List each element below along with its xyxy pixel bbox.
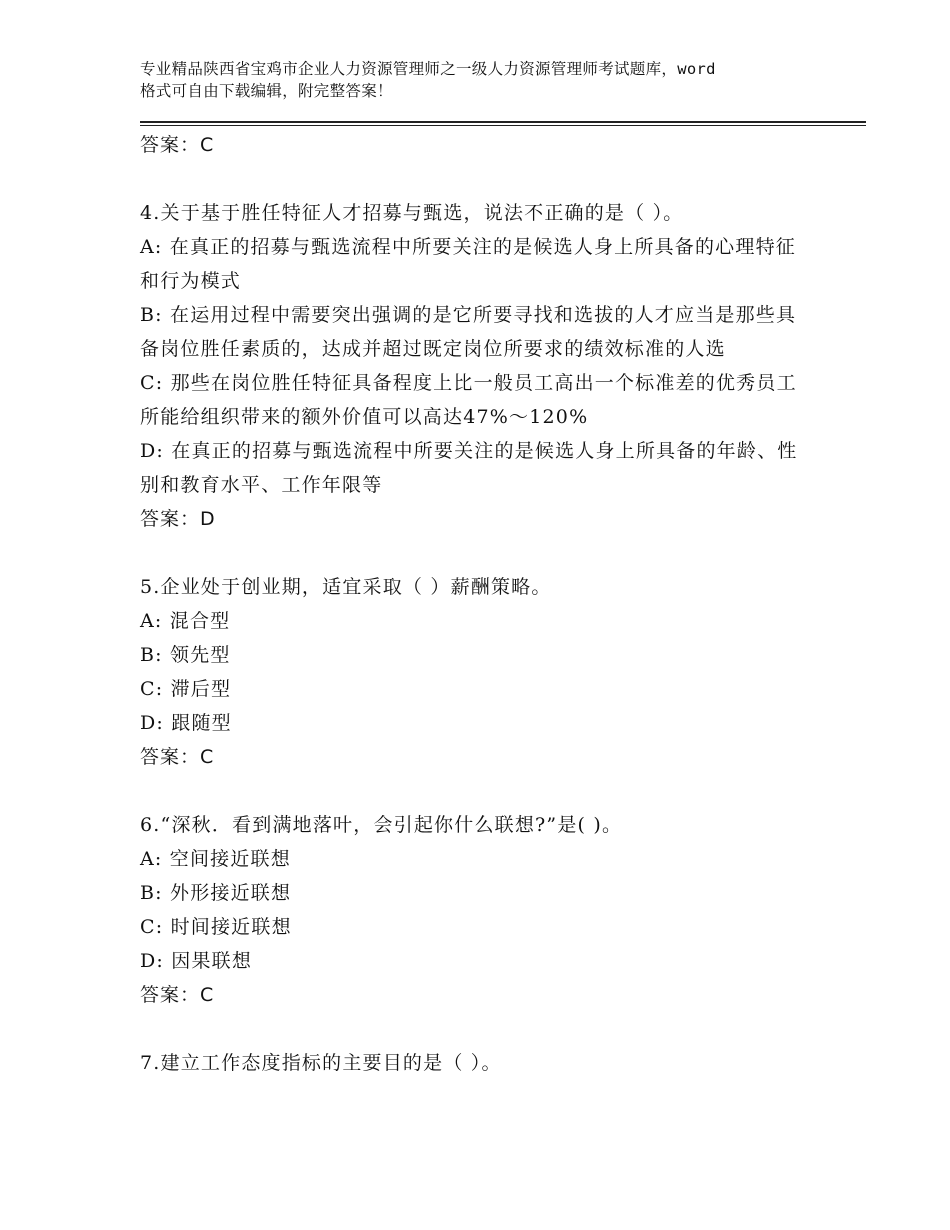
option-b: B: 外形接近联想	[140, 882, 292, 904]
question-7	[140, 1046, 820, 1080]
option-c: C: 滞后型	[140, 678, 232, 700]
option-a: A: 混合型	[140, 610, 231, 632]
answer: 答案：C	[140, 984, 215, 1006]
option-d: D: 在真正的招募与甄选流程中所要关注的是候选人身上所具备的年龄、性别和教育水平、工作年限等	[140, 440, 798, 496]
spacer	[140, 162, 820, 196]
option-b: B: 在运用过程中需要突出强调的是它所要寻找和选拔的人才应当是那些具备岗位胜任素质的，达成并超过既定岗位所要求的绩效标准的人选	[140, 304, 797, 360]
option-b: B: 领先型	[140, 644, 231, 666]
option-a: A: 空间接近联想	[140, 848, 291, 870]
header-line-2: 格式可自由下载编辑，附完整答案！	[140, 82, 393, 100]
document-header	[140, 58, 840, 102]
spacer	[140, 536, 820, 570]
question-5	[140, 570, 820, 774]
answer: 答案：D	[140, 508, 216, 530]
header-rule-thick	[140, 121, 866, 123]
question-6	[140, 808, 820, 1012]
answer: 答案：C	[140, 746, 215, 768]
previous-answer: 答案：C	[140, 134, 215, 156]
option-c: C: 那些在岗位胜任特征具备程度上比一般员工高出一个标准差的优秀员工所能给组织带来的额外价值可以高达47%～120%	[140, 372, 797, 428]
question-list	[140, 128, 820, 1080]
spacer	[140, 774, 820, 808]
option-c: C: 时间接近联想	[140, 916, 292, 938]
question-stem: 7.建立工作态度指标的主要目的是（ ）。	[140, 1052, 502, 1074]
question-stem: 6.“深秋．看到满地落叶，会引起你什么联想?”是( )。	[140, 814, 623, 836]
spacer	[140, 1012, 820, 1046]
option-d: D: 因果联想	[140, 950, 253, 972]
question-stem: 5.企业处于创业期，适宜采取（ ）薪酬策略。	[140, 576, 552, 598]
header-line-1: 专业精品陕西省宝鸡市企业人力资源管理师之一级人力资源管理师考试题库，word	[140, 60, 716, 78]
header-rule-thin	[140, 125, 866, 126]
option-d: D: 跟随型	[140, 712, 232, 734]
question-stem: 4.关于基于胜任特征人才招募与甄选，说法不正确的是（ ）。	[140, 202, 684, 224]
question-4	[140, 196, 820, 536]
option-a: A: 在真正的招募与甄选流程中所要关注的是候选人身上所具备的心理特征和行为模式	[140, 236, 796, 292]
